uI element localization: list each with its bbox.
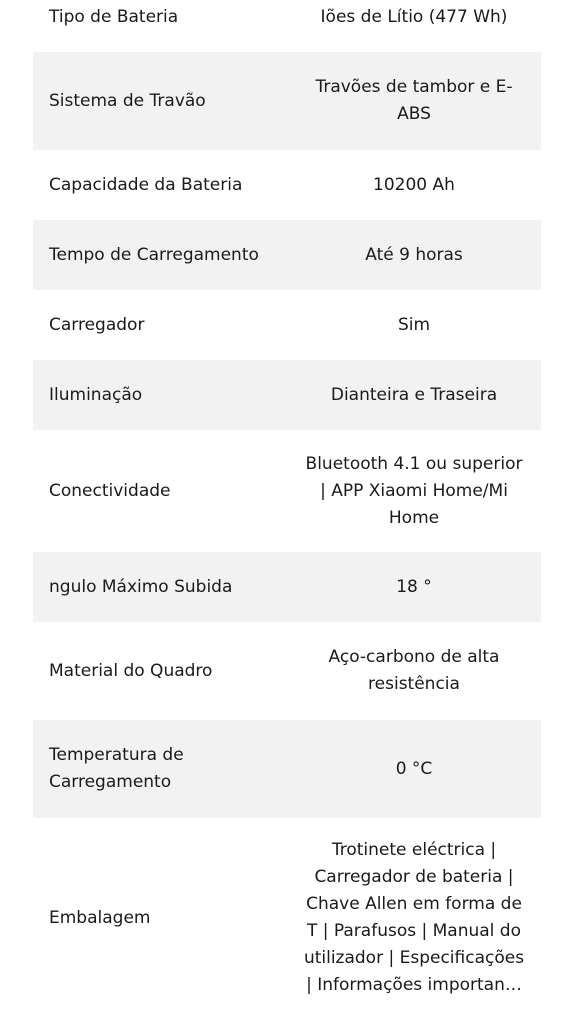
- spec-value: Travões de tambor e E-ABS: [315, 77, 513, 124]
- spec-label: Temperatura de Carregamento: [49, 745, 184, 792]
- spec-row-connectivity: [33, 430, 541, 552]
- spec-label: Material do Quadro: [49, 660, 213, 681]
- spec-label: Tempo de Carregamento: [49, 244, 259, 265]
- spec-label: Capacidade da Bateria: [49, 174, 243, 195]
- spec-row-charging-temperature: [33, 720, 541, 818]
- spec-value: Aço-carbono de alta resistência: [328, 647, 500, 694]
- spec-row-max-climb-angle: [33, 552, 541, 622]
- spec-row-lighting: [33, 360, 541, 430]
- spec-label: ngulo Máximo Subida: [49, 576, 233, 597]
- spec-value: 0 °C: [395, 758, 433, 779]
- spec-value: Trotinete eléctrica | Carregador de bateria | Chave Allen em forma de T | Parafusos | Manual do utilizador | Especificações | Informações importan…: [303, 840, 525, 995]
- spec-label: Carregador: [49, 314, 145, 335]
- spec-label: Sistema de Travão: [49, 90, 206, 111]
- spec-row-battery-capacity: [33, 150, 541, 220]
- spec-value: Dianteira e Traseira: [330, 384, 498, 405]
- spec-row-charger: [33, 290, 541, 360]
- spec-row-charging-time: [33, 220, 541, 290]
- specifications-table: [33, 0, 541, 1018]
- spec-row-brake-system: [33, 52, 541, 150]
- spec-value: Até 9 horas: [365, 244, 463, 265]
- spec-label: Iluminação: [49, 384, 143, 405]
- spec-label: Conectividade: [49, 480, 171, 501]
- spec-row-packaging: [33, 818, 541, 1018]
- spec-value: Iões de Lítio (477 Wh): [320, 6, 508, 27]
- spec-row-battery-type: [33, 0, 541, 52]
- spec-label: Tipo de Bateria: [49, 6, 179, 27]
- spec-value: 18 °: [396, 576, 432, 597]
- spec-value: Sim: [397, 314, 431, 335]
- spec-label: Embalagem: [49, 907, 151, 928]
- spec-value: 10200 Ah: [373, 174, 455, 195]
- spec-value: Bluetooth 4.1 ou superior | APP Xiaomi Home/Mi Home: [305, 453, 523, 528]
- spec-row-frame-material: [33, 622, 541, 720]
